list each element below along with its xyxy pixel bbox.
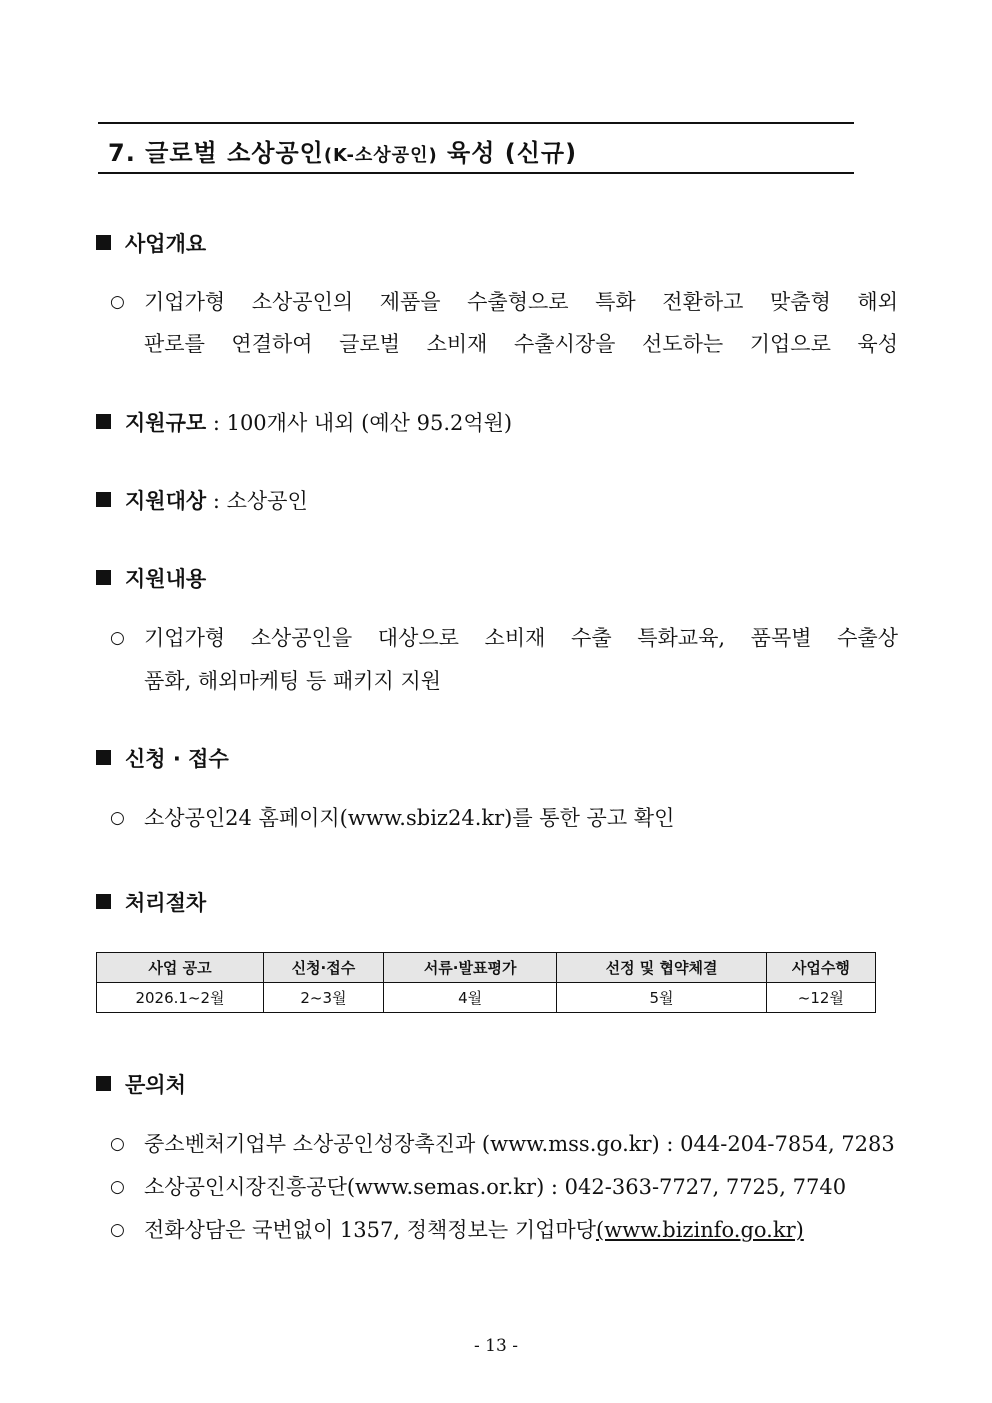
section-heading: 신청 · 접수 xyxy=(125,747,229,771)
overview-line2-wrap xyxy=(144,328,900,358)
content-bullet xyxy=(110,622,900,652)
section-heading: 문의처 xyxy=(125,1073,186,1097)
target-value: : 소상공인 xyxy=(206,489,308,513)
contact-line1: 중소벤처기업부 소상공인성장촉진과 (www.mss.go.kr) : 044-204-7854, 7283 xyxy=(144,1132,895,1156)
circle-bullet-icon: ○ xyxy=(110,628,125,648)
square-bullet-icon xyxy=(96,414,111,429)
table-cell: 2~3월 xyxy=(263,983,383,1013)
content-line1: 기업가형 소상공인을 대상으로 소비재 수출 특화교육, 품목별 수출상 xyxy=(144,626,898,650)
square-bullet-icon xyxy=(96,1076,111,1091)
section-heading: 처리절차 xyxy=(125,891,207,915)
section-apply xyxy=(96,743,229,773)
page-title xyxy=(108,133,577,168)
section-heading: 지원규모 xyxy=(125,411,207,435)
table-row xyxy=(97,983,876,1013)
table-header-cell: 사업 공고 xyxy=(97,953,264,983)
circle-bullet-icon: ○ xyxy=(110,808,125,828)
section-target xyxy=(96,485,308,515)
section-heading: 사업개요 xyxy=(125,232,207,256)
table-header-cell: 선정 및 협약체결 xyxy=(557,953,766,983)
table-cell: 4월 xyxy=(383,983,557,1013)
bizinfo-link[interactable]: (www.bizinfo.go.kr) xyxy=(595,1218,804,1242)
square-bullet-icon xyxy=(96,894,111,909)
contact-line3: 전화상담은 국번없이 1357, 정책정보는 기업마당 xyxy=(144,1218,596,1242)
overview-bullet xyxy=(110,286,900,316)
contact-bullet-3 xyxy=(110,1214,900,1244)
square-bullet-icon xyxy=(96,235,111,250)
contact-bullet-2 xyxy=(110,1171,900,1201)
title-box xyxy=(98,122,854,174)
circle-bullet-icon: ○ xyxy=(110,292,125,312)
square-bullet-icon xyxy=(96,492,111,507)
section-contact xyxy=(96,1069,186,1099)
overview-line2: 판로를 연결하여 글로벌 소비재 수출시장을 선도하는 기업으로 육성 xyxy=(144,332,898,356)
table-cell: 2026.1~2월 xyxy=(97,983,264,1013)
title-sub: (K-소상공인) xyxy=(323,145,438,166)
table-header-cell: 사업수행 xyxy=(766,953,875,983)
table-cell: ~12월 xyxy=(766,983,875,1013)
table-header-cell: 서류·발표평가 xyxy=(383,953,557,983)
procedure-table xyxy=(96,952,876,1013)
circle-bullet-icon: ○ xyxy=(110,1177,125,1197)
square-bullet-icon xyxy=(96,570,111,585)
scale-value: : 100개사 내외 (예산 95.2억원) xyxy=(206,411,513,435)
apply-bullet xyxy=(110,802,900,832)
square-bullet-icon xyxy=(96,750,111,765)
section-content xyxy=(96,563,206,593)
title-suffix: 육성 (신규) xyxy=(437,139,578,167)
overview-line1: 기업가형 소상공인의 제품을 수출형으로 특화 전환하고 맞춤형 해외 xyxy=(144,290,898,314)
section-procedure xyxy=(96,887,206,917)
title-main: 7. 글로벌 소상공인 xyxy=(108,139,324,167)
table-header-cell: 신청·접수 xyxy=(263,953,383,983)
contact-line2: 소상공인시장진흥공단(www.semas.or.kr) : 042-363-7727, 7725, 7740 xyxy=(144,1175,847,1199)
section-scale xyxy=(96,407,512,437)
apply-line1: 소상공인24 홈페이지(www.sbiz24.kr)를 통한 공고 확인 xyxy=(144,806,675,830)
table-cell: 5월 xyxy=(557,983,766,1013)
circle-bullet-icon: ○ xyxy=(110,1134,125,1154)
contact-bullet-1 xyxy=(110,1128,900,1158)
content-line2: 품화, 해외마케팅 등 패키지 지원 xyxy=(144,669,442,693)
circle-bullet-icon: ○ xyxy=(110,1220,125,1240)
section-overview xyxy=(96,228,206,258)
section-heading: 지원내용 xyxy=(125,567,207,591)
table-header-row xyxy=(97,953,876,983)
section-heading: 지원대상 xyxy=(125,489,207,513)
page-number: - 13 - xyxy=(474,1336,518,1356)
